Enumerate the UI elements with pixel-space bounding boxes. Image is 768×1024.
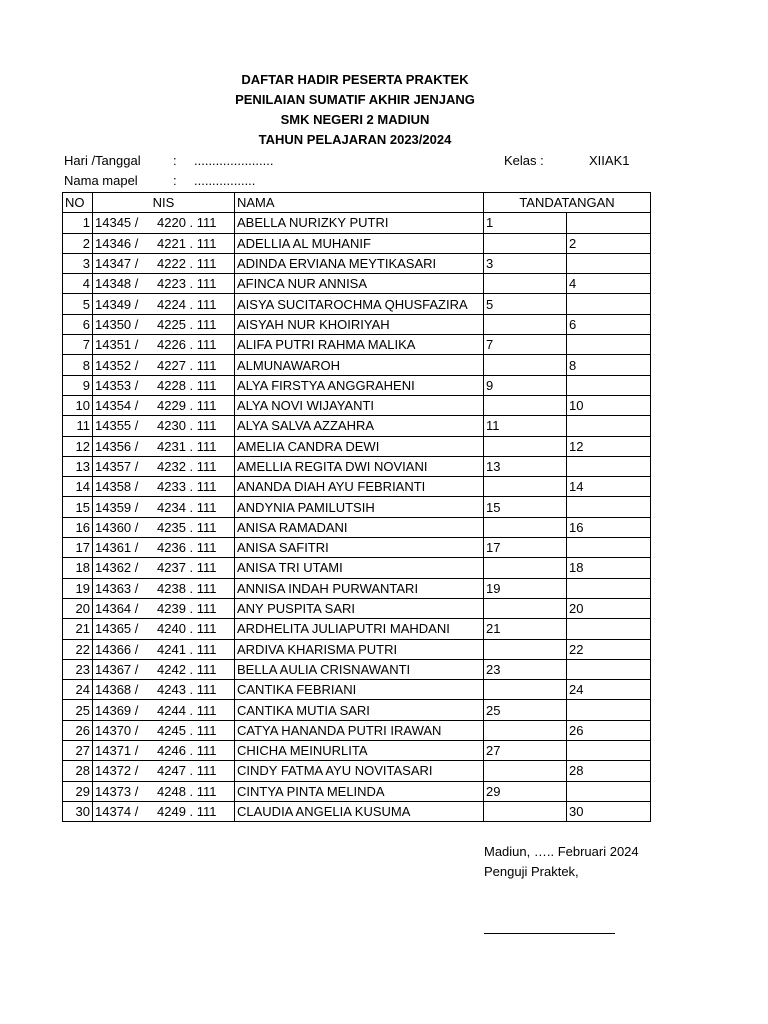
row-nis-primary: 14350 / [95,316,139,332]
table-row [63,253,651,273]
table-row [63,639,651,659]
row-nis-secondary: 4248 . 111 [157,783,217,799]
row-nis-secondary: 4235 . 111 [157,519,217,535]
row-signature-left: 25 [484,700,567,720]
row-signature-right: 26 [567,720,651,740]
row-nama: ABELLA NURIZKY PUTRI [235,213,484,233]
row-no: 24 [63,680,93,700]
row-nama: ALYA FIRSTYA ANGGRAHENI [235,375,484,395]
row-nis [93,619,235,639]
row-nama: CANTIKA MUTIA SARI [235,700,484,720]
row-signature-left: 21 [484,619,567,639]
row-nis-primary: 14360 / [95,519,139,535]
row-signature-left: 19 [484,578,567,598]
row-nis [93,578,235,598]
row-nis [93,213,235,233]
row-nama: AISYAH NUR KHOIRIYAH [235,314,484,334]
row-nis-primary: 14355 / [95,418,139,434]
row-nama: ALMUNAWAROH [235,355,484,375]
header-nama: NAMA [235,193,484,213]
row-no: 12 [63,436,93,456]
row-nis-primary: 14345 / [95,215,139,231]
row-no: 23 [63,659,93,679]
table-header-row [63,193,651,213]
row-nis-primary: 14358 / [95,479,139,495]
table-row [63,477,651,497]
footer-role: Penguji Praktek, [484,864,579,879]
row-signature-left: 9 [484,375,567,395]
row-signature-left [484,314,567,334]
row-nis-primary: 14359 / [95,499,139,515]
table-row [63,375,651,395]
row-signature-right: 2 [567,233,651,253]
row-nis-primary: 14363 / [95,580,139,596]
row-signature-right: 8 [567,355,651,375]
row-signature-right: 6 [567,314,651,334]
table-row [63,314,651,334]
row-no: 4 [63,274,93,294]
row-nis-secondary: 4222 . 111 [157,256,217,272]
table-row [63,233,651,253]
row-signature-right [567,456,651,476]
row-signature-left: 15 [484,497,567,517]
table-row [63,558,651,578]
row-nis [93,720,235,740]
row-nis [93,801,235,821]
table-row [63,355,651,375]
row-nis-secondary: 4241 . 111 [157,641,217,657]
row-no: 28 [63,761,93,781]
row-signature-right [567,497,651,517]
row-signature-right [567,781,651,801]
row-nis-secondary: 4237 . 111 [157,560,217,576]
row-signature-left [484,477,567,497]
row-nis-primary: 14352 / [95,357,139,373]
mapel-colon: : [173,173,177,188]
row-nis-secondary: 4239 . 111 [157,601,217,617]
table-row [63,659,651,679]
row-nama: CATYA HANANDA PUTRI IRAWAN [235,720,484,740]
row-signature-right: 28 [567,761,651,781]
table-row [63,761,651,781]
row-nama: CINTYA PINTA MELINDA [235,781,484,801]
row-signature-left: 23 [484,659,567,679]
row-signature-right [567,375,651,395]
row-signature-left: 13 [484,456,567,476]
row-nis-primary: 14357 / [95,459,139,474]
row-nis-secondary: 4240 . 111 [157,621,217,637]
row-nis-primary: 14370 / [95,722,139,738]
row-nis [93,253,235,273]
table-row [63,395,651,415]
row-nis [93,761,235,781]
row-nama: ANISA SAFITRI [235,538,484,558]
row-nama: CANTIKA FEBRIANI [235,680,484,700]
kelas-value: XIIAK1 [589,153,630,168]
table-row [63,619,651,639]
row-signature-left [484,639,567,659]
hari-colon: : [173,153,177,168]
row-nis-secondary: 4220 . 111 [157,215,217,231]
row-nama: ANISA RAMADANI [235,517,484,537]
row-signature-left [484,233,567,253]
row-nis-secondary: 4228 . 111 [157,377,217,393]
table-row [63,456,651,476]
row-no: 10 [63,395,93,415]
row-nis [93,517,235,537]
row-nis-secondary: 4231 . 111 [157,438,217,454]
row-nis [93,558,235,578]
row-nis-primary: 14368 / [95,682,139,698]
row-no: 1 [63,213,93,233]
row-nis-primary: 14349 / [95,296,139,312]
row-signature-left: 7 [484,335,567,355]
row-signature-right [567,335,651,355]
row-nama: AFINCA NUR ANNISA [235,274,484,294]
row-nis [93,274,235,294]
row-nama: ADELLIA AL MUHANIF [235,233,484,253]
row-signature-left [484,761,567,781]
row-nis-secondary: 4225 . 111 [157,316,217,332]
row-nis-primary: 14365 / [95,621,139,637]
table-row [63,294,651,314]
row-nis-secondary: 4229 . 111 [157,398,217,414]
row-signature-right: 22 [567,639,651,659]
row-signature-right [567,538,651,558]
row-nama: ARDIVA KHARISMA PUTRI [235,639,484,659]
row-nis-secondary: 4249 . 111 [157,804,217,820]
row-nis-secondary: 4245 . 111 [157,722,217,738]
row-no: 18 [63,558,93,578]
row-nis-primary: 14364 / [95,601,139,617]
table-row [63,781,651,801]
row-nama: ANISA TRI UTAMI [235,558,484,578]
row-signature-right [567,619,651,639]
row-signature-left [484,436,567,456]
table-row [63,274,651,294]
title-line-4: TAHUN PELAJARAN 2023/2024 [258,132,452,147]
row-nis-secondary: 4242 . 111 [157,661,217,677]
row-no: 6 [63,314,93,334]
row-nis-primary: 14362 / [95,560,139,576]
row-signature-left: 27 [484,741,567,761]
row-nama: BELLA AULIA CRISNAWANTI [235,659,484,679]
header-tandatangan: TANDATANGAN [484,193,651,213]
row-nis [93,314,235,334]
row-signature-left [484,395,567,415]
row-no: 7 [63,335,93,355]
row-nis [93,456,235,476]
row-nis-primary: 14351 / [95,337,139,353]
header-no: NO [63,193,93,213]
row-signature-right [567,700,651,720]
row-nama: ARDHELITA JULIAPUTRI MAHDANI [235,619,484,639]
row-signature-right [567,741,651,761]
row-signature-left [484,355,567,375]
row-no: 27 [63,741,93,761]
row-nis-secondary: 4223 . 111 [157,276,217,292]
row-nis [93,538,235,558]
row-no: 5 [63,294,93,314]
row-no: 14 [63,477,93,497]
table-row [63,598,651,618]
row-nis [93,598,235,618]
row-nama: CLAUDIA ANGELIA KUSUMA [235,801,484,821]
row-nama: AISYA SUCITAROCHMA QHUSFAZIRA [235,294,484,314]
table-row [63,801,651,821]
table-row [63,720,651,740]
row-no: 22 [63,639,93,659]
row-no: 25 [63,700,93,720]
row-signature-left: 5 [484,294,567,314]
row-signature-right: 10 [567,395,651,415]
row-nis [93,436,235,456]
row-no: 8 [63,355,93,375]
row-no: 20 [63,598,93,618]
row-nis-primary: 14372 / [95,763,139,779]
row-signature-right [567,416,651,436]
row-nis-primary: 14354 / [95,398,139,414]
row-nis [93,741,235,761]
row-nis-secondary: 4247 . 111 [157,763,217,779]
row-nis-secondary: 4238 . 111 [157,580,217,596]
row-nis-primary: 14361 / [95,540,139,556]
table-row [63,517,651,537]
row-nama: ALIFA PUTRI RAHMA MALIKA [235,335,484,355]
row-nis [93,680,235,700]
row-signature-left: 3 [484,253,567,273]
table-row [63,680,651,700]
row-signature-right [567,213,651,233]
row-nis-secondary: 4221 . 111 [157,235,217,251]
row-nama: ANY PUSPITA SARI [235,598,484,618]
hari-value: ...................... [194,153,274,168]
table-row [63,538,651,558]
row-signature-left: 1 [484,213,567,233]
title-line-2: PENILAIAN SUMATIF AKHIR JENJANG [235,92,475,107]
row-signature-right: 4 [567,274,651,294]
hari-label: Hari /Tanggal [64,153,141,168]
row-signature-right: 20 [567,598,651,618]
row-nis-secondary: 4246 . 111 [157,743,217,759]
row-signature-left: 29 [484,781,567,801]
row-signature-left [484,558,567,578]
row-nis [93,700,235,720]
row-nis [93,335,235,355]
row-nis-primary: 14366 / [95,641,139,657]
table-row [63,700,651,720]
row-nama: CINDY FATMA AYU NOVITASARI [235,761,484,781]
mapel-value: ................. [194,173,256,188]
row-no: 29 [63,781,93,801]
row-nis [93,355,235,375]
row-nis-primary: 14367 / [95,661,139,677]
title-line-3: SMK NEGERI 2 MADIUN [280,112,430,127]
row-nis [93,233,235,253]
row-nis-secondary: 4243 . 111 [157,682,217,698]
row-nis-primary: 14369 / [95,702,139,718]
row-nis [93,294,235,314]
table-row [63,578,651,598]
row-nis [93,659,235,679]
row-signature-left [484,680,567,700]
row-nis-primary: 14356 / [95,438,139,454]
row-signature-right: 16 [567,517,651,537]
row-no: 3 [63,253,93,273]
row-no: 13 [63,456,93,476]
row-signature-right: 12 [567,436,651,456]
row-no: 9 [63,375,93,395]
row-nis-primary: 14373 / [95,783,139,799]
row-nis-secondary: 4233 . 111 [157,479,217,495]
row-signature-right: 18 [567,558,651,578]
row-nis-secondary: 4226 . 111 [157,337,217,353]
row-no: 17 [63,538,93,558]
row-nis-secondary: 4224 . 111 [157,296,217,312]
row-signature-right: 24 [567,680,651,700]
mapel-label: Nama mapel [64,173,138,188]
row-nama: ADINDA ERVIANA MEYTIKASARI [235,253,484,273]
row-no: 30 [63,801,93,821]
row-no: 11 [63,416,93,436]
row-signature-right [567,253,651,273]
row-no: 19 [63,578,93,598]
row-nama: CHICHA MEINURLITA [235,741,484,761]
row-nis-secondary: 4236 . 111 [157,540,217,556]
row-nis-primary: 14347 / [95,256,139,272]
row-signature-left [484,801,567,821]
row-nis [93,395,235,415]
row-nama: AMELLIA REGITA DWI NOVIANI [235,456,484,476]
document-header [0,70,710,150]
row-nis [93,781,235,801]
title-line-1: DAFTAR HADIR PESERTA PRAKTEK [241,72,469,87]
row-nama: ANANDA DIAH AYU FEBRIANTI [235,477,484,497]
row-no: 16 [63,517,93,537]
row-nis [93,497,235,517]
row-no: 26 [63,720,93,740]
row-nis-secondary: 4234 . 111 [157,499,217,515]
row-signature-left [484,598,567,618]
footer-place-date: Madiun, ….. Februari 2024 [484,844,639,859]
row-nis-secondary: 4227 . 111 [157,357,217,373]
row-nis-primary: 14371 / [95,743,139,759]
row-nis-secondary: 4244 . 111 [157,702,217,718]
row-no: 21 [63,619,93,639]
row-nis [93,477,235,497]
row-nis-primary: 14353 / [95,377,139,393]
row-signature-right [567,294,651,314]
row-nis-primary: 14346 / [95,235,139,251]
row-no: 2 [63,233,93,253]
table-row [63,416,651,436]
table-row [63,436,651,456]
row-signature-left: 11 [484,416,567,436]
row-nis [93,416,235,436]
signature-line [484,933,615,934]
row-nis-secondary: 4230 . 111 [157,418,217,434]
row-no: 15 [63,497,93,517]
row-nama: ALYA NOVI WIJAYANTI [235,395,484,415]
row-nama: ALYA SALVA AZZAHRA [235,416,484,436]
row-signature-left [484,720,567,740]
row-signature-right: 30 [567,801,651,821]
row-signature-right: 14 [567,477,651,497]
header-nis: NIS [93,193,235,213]
row-nis-primary: 14348 / [95,276,139,292]
table-row [63,335,651,355]
row-signature-right [567,578,651,598]
row-nis [93,375,235,395]
row-signature-right [567,659,651,679]
table-row [63,497,651,517]
row-signature-left [484,517,567,537]
row-nama: AMELIA CANDRA DEWI [235,436,484,456]
row-nis-primary: 14374 / [95,804,139,820]
row-nis [93,639,235,659]
row-signature-left [484,274,567,294]
row-nama: ANDYNIA PAMILUTSIH [235,497,484,517]
table-row [63,741,651,761]
attendance-table [62,192,651,822]
table-row [63,213,651,233]
row-nama: ANNISA INDAH PURWANTARI [235,578,484,598]
row-signature-left: 17 [484,538,567,558]
row-nis-secondary: 4232 . 111 [157,459,217,474]
kelas-label: Kelas : [504,153,544,168]
